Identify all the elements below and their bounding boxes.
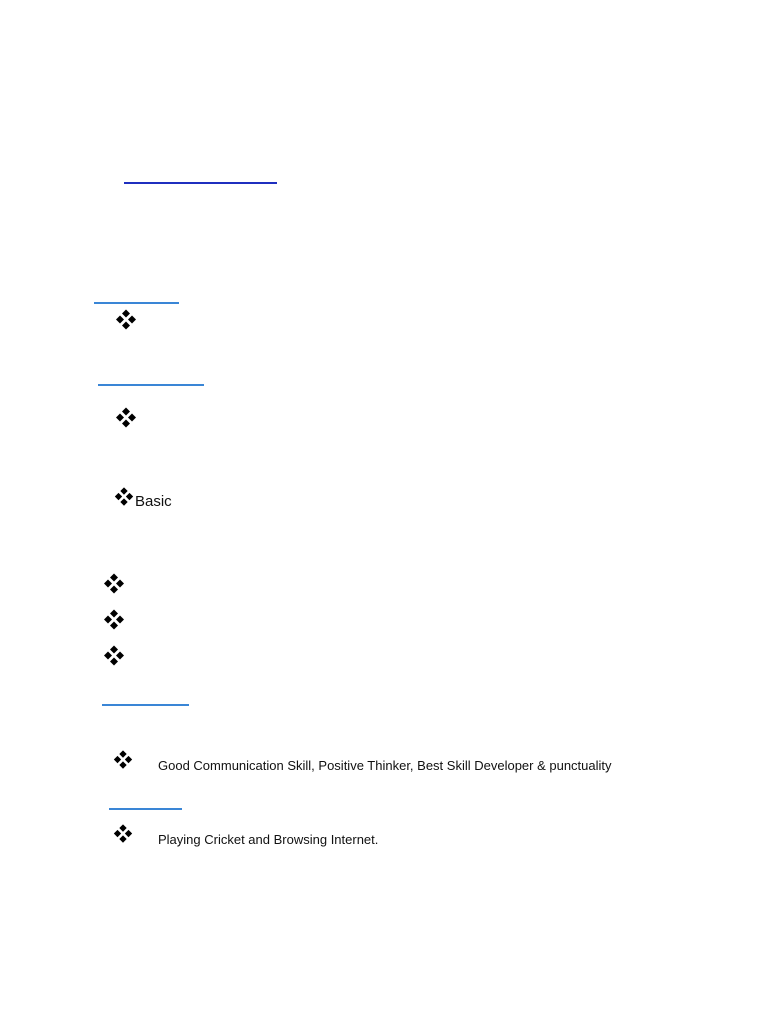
diamond-bullet-icon — [112, 749, 134, 771]
diamond-bullet-icon — [102, 608, 126, 632]
diamond-bullet-icon — [114, 308, 138, 332]
diamond-bullet-icon — [114, 406, 138, 430]
section-heading-underline-2 — [98, 384, 204, 386]
strengths-text: Good Communication Skill, Positive Thinker, Best Skill Developer & punctuality — [158, 758, 612, 773]
strengths-heading-underline — [102, 704, 189, 706]
diamond-bullet-icon — [112, 823, 134, 845]
diamond-bullet-icon — [113, 486, 135, 508]
hobbies-text: Playing Cricket and Browsing Internet. — [158, 832, 379, 847]
hobbies-heading-underline — [109, 808, 182, 810]
diamond-bullet-icon — [102, 572, 126, 596]
section-heading-underline-1 — [94, 302, 179, 304]
skill-basic-label: Basic — [135, 493, 172, 510]
diamond-bullet-icon — [102, 644, 126, 668]
title-underline — [124, 182, 277, 184]
